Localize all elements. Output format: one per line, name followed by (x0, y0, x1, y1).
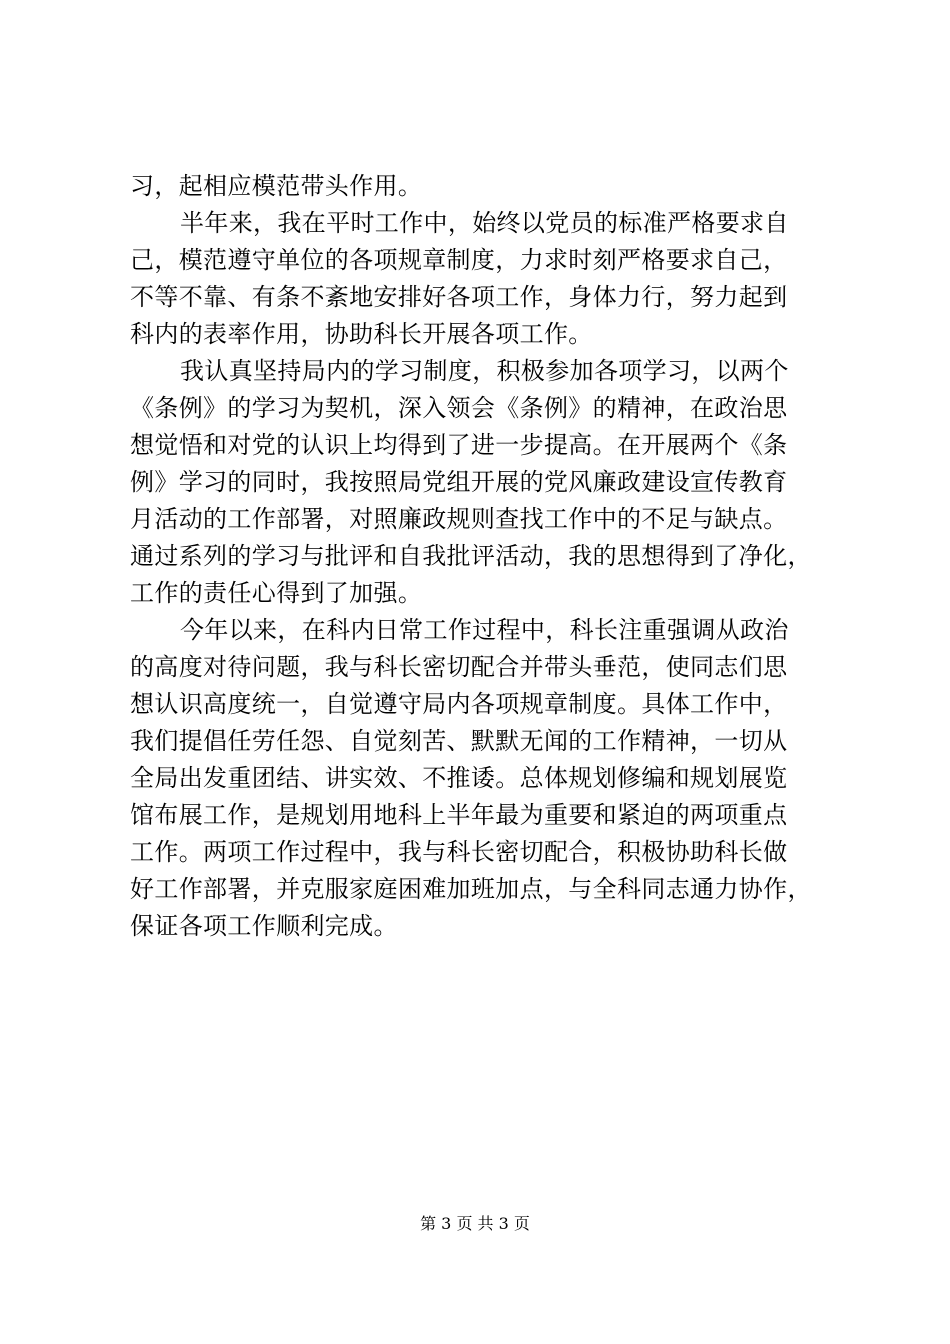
text-line: 不等不靠、有条不紊地安排好各项工作，身体力行，努力起到 (130, 283, 788, 311)
text-line: 想觉悟和对党的认识上均得到了进一步提高。在开展两个《条 (130, 431, 788, 459)
page-number-label: 第 3 页 共 3 页 (420, 1214, 530, 1233)
text-line: 全局出发重团结、讲实效、不推诿。总体规划修编和规划展览 (130, 764, 788, 792)
text-line: 月活动的工作部署，对照廉政规则查找工作中的不足与缺点。 (130, 505, 788, 533)
text-line: 想认识高度统一，自觉遵守局内各项规章制度。具体工作中， (130, 690, 788, 718)
page-footer (0, 1214, 950, 1234)
text-line: 己，模范遵守单位的各项规章制度，力求时刻严格要求自己， (130, 246, 788, 274)
text-line: 通过系列的学习与批评和自我批评活动，我的思想得到了净化， (130, 542, 812, 570)
text-line: 馆布展工作，是规划用地科上半年最为重要和紧迫的两项重点 (130, 801, 788, 829)
body-text (130, 168, 860, 945)
text-line: 工作的责任心得到了加强。 (130, 579, 423, 607)
text-line: 的高度对待问题，我与科长密切配合并带头垂范，使同志们思 (130, 653, 788, 681)
paragraph-first-line: 我认真坚持局内的学习制度，积极参加各项学习，以两个 (180, 357, 789, 385)
text-line: 习，起相应模范带头作用。 (130, 172, 423, 200)
text-line: 好工作部署，并克服家庭困难加班加点，与全科同志通力协作， (130, 875, 812, 903)
paragraph-first-line: 半年来，我在平时工作中，始终以党员的标准严格要求自 (180, 209, 789, 237)
text-line: 科内的表率作用，协助科长开展各项工作。 (130, 320, 593, 348)
text-line: 保证各项工作顺利完成。 (130, 912, 398, 940)
text-line: 《条例》的学习为契机，深入领会《条例》的精神，在政治思 (130, 394, 788, 422)
text-line: 例》学习的同时，我按照局党组开展的党风廉政建设宣传教育 (130, 468, 788, 496)
paragraph-first-line: 今年以来，在科内日常工作过程中，科长注重强调从政治 (180, 616, 789, 644)
text-line: 我们提倡任劳任怨、自觉刻苦、默默无闻的工作精神，一切从 (130, 727, 788, 755)
text-line: 工作。两项工作过程中，我与科长密切配合，积极协助科长做 (130, 838, 788, 866)
